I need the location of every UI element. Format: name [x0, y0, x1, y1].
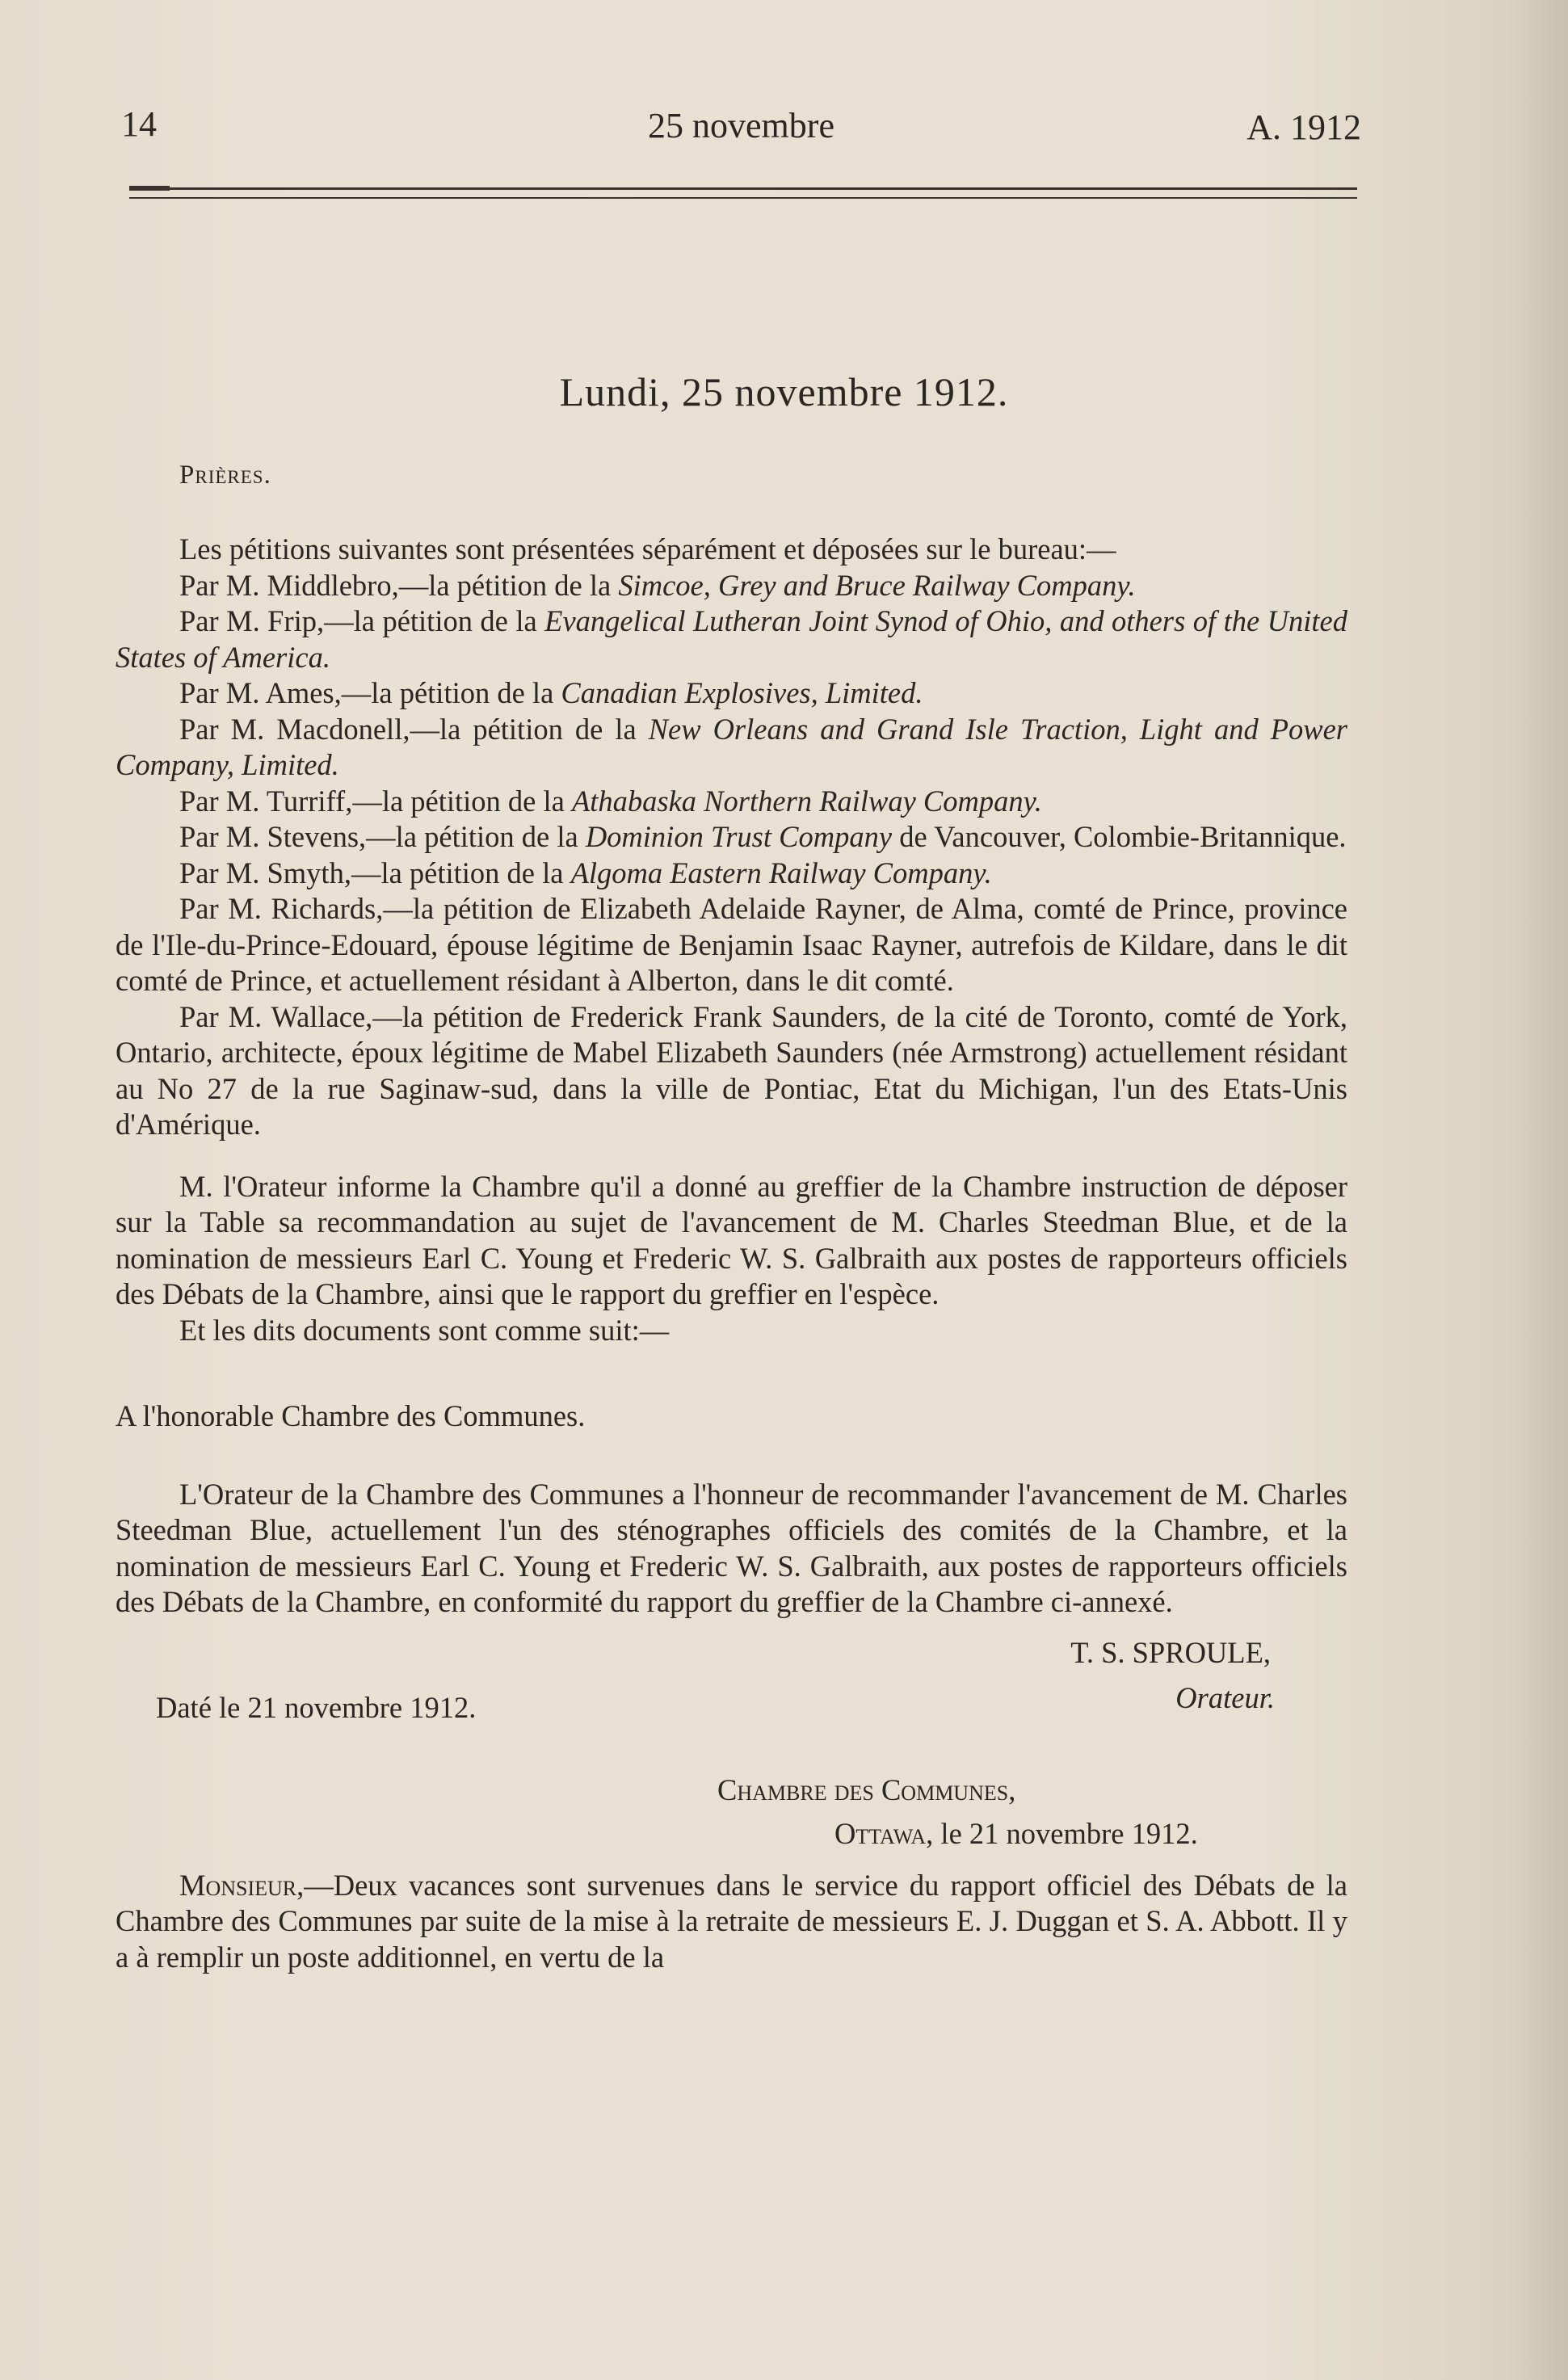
paragraph-petition-smyth — [116, 856, 1347, 892]
document-body — [116, 532, 1347, 1975]
paragraph-orateur-informs: M. l'Orateur informe la Chambre qu'il a donné au greffier de la Chambre instruction de déposer sur la Table sa recommandation au sujet de l'avancement de M. Charles Steedman Blue, et de la nomination de messieurs Earl C. Young et Frederic W. S. Galbraith aux postes de rapporteurs officiels des Débats de la Chambre, ainsi que le rapport du greffier en l'espèce. — [116, 1169, 1347, 1310]
address-line-2 — [834, 1816, 1198, 1852]
address-line-1: Chambre des Communes, — [717, 1772, 1016, 1806]
paragraph-letter-body — [116, 1868, 1347, 1976]
petition-text: Par M. Smyth,—la pétition de la — [179, 856, 571, 889]
paragraph-petition-stevens — [116, 819, 1347, 856]
paragraph-petitions-intro: Les pétitions suivantes sont présentées séparément et déposées sur le bureau:— — [179, 532, 1116, 566]
paragraph-address-chamber: A l'honorable Chambre des Communes. — [116, 1399, 586, 1432]
petition-company: Evangelical Lutheran Joint Synod of Ohio, and others of the United States of America. — [116, 604, 1348, 674]
prayers-heading: Prières. — [179, 460, 271, 490]
address-date: le 21 novembre 1912. — [933, 1816, 1198, 1850]
paragraph-petition-wallace: Par M. Wallace,—la pétition de Frederick Frank Saunders, de la cité de Toronto, comté de York, Ontario, architecte, époux légitime de Mabel Elizabeth Saunders (née Armstrong) actuellement résidant au No 27 de la rue Saginaw-sud, dans la ville de Pontiac, Etat du Michigan, l'un des Etats-Unis d'Amérique. — [116, 999, 1347, 1141]
header-date: 25 novembre — [648, 106, 834, 145]
paragraph-petition-frip — [116, 603, 1347, 675]
petition-text: Par M. Stevens,—la pétition de la — [179, 820, 586, 853]
letter-salutation: Monsieur, — [179, 1868, 305, 1902]
paragraph-petition-ames — [116, 675, 1347, 712]
letter-address — [116, 1772, 1347, 1868]
paragraph-recommendation: L'Orateur de la Chambre des Communes a l'honneur de recommander l'avancement de M. Charles Steedman Blue, actuellement l'un des sténographes officiels des comités de la Chambre, et la nomination de messieurs Earl C. Young et Frederic W. S. Galbraith, aux postes de rapporteurs officiels des Débats de la Chambre, en conformité du rapport du greffier de la Chambre ci-annexé. — [116, 1477, 1347, 1618]
signature-block — [116, 1635, 1347, 1764]
signature-role: Orateur. — [1175, 1680, 1275, 1714]
petition-text: Par M. Turriff,—la pétition de la — [179, 784, 572, 818]
signature-date: Daté le 21 novembre 1912. — [156, 1690, 477, 1724]
address-city: Ottawa, — [834, 1816, 934, 1850]
petition-text: Par M. Middlebro,—la pétition de la — [179, 568, 619, 602]
petition-company: Algoma Eastern Railway Company. — [570, 856, 992, 889]
petition-text-end: de Vancouver, Colombie-Britannique. — [892, 820, 1347, 853]
header-rule-secondary — [129, 197, 1357, 199]
page-header — [121, 103, 1361, 152]
header-year: A. 1912 — [1246, 107, 1361, 147]
paragraph-petition-turriff — [116, 784, 1347, 820]
petition-company: Dominion Trust Company — [585, 820, 893, 853]
petition-text: Par M. Macdonell,—la pétition de la — [179, 712, 649, 746]
petition-company: Canadian Explosives, Limited. — [561, 676, 923, 709]
paragraph-petition-middlebro — [116, 568, 1347, 604]
letter-text: —Deux vacances sont survenues dans le service du rapport officiel des Débats de la Chambre des Communes par suite de la mise à la retraite de messieurs E. J. Duggan et S. A. Abbott. Il y a à remplir un poste additionnel, en vertu de la — [116, 1868, 1347, 1974]
petition-text: Par M. Frip,—la pétition de la — [179, 604, 545, 637]
paragraph-petition-macdonell — [116, 712, 1347, 784]
petition-company: New Orleans and Grand Isle Traction, Light and Power Company, Limited. — [116, 712, 1347, 781]
petition-company: Simcoe, Grey and Bruce Railway Company. — [618, 568, 1136, 602]
page-title: Lundi, 25 novembre 1912. — [559, 369, 1009, 414]
header-rule — [129, 187, 1357, 190]
paragraph-petition-richards: Par M. Richards,—la pétition de Elizabeth Adelaide Rayner, de Alma, comté de Prince, province de l'Ile-du-Prince-Edouard, épouse légitime de Benjamin Isaac Rayner, autrefois de Kildare, dans le dit comté de Prince, et actuellement résidant à Alberton, dans le dit comté. — [116, 892, 1347, 997]
petition-company: Athabaska Northern Railway Company. — [571, 784, 1042, 818]
page-number: 14 — [121, 104, 157, 144]
paragraph-documents-follow: Et les dits documents sont comme suit:— — [179, 1313, 670, 1347]
petition-text: Par M. Ames,—la pétition de la — [179, 676, 561, 709]
signature-name: T. S. SPROULE, — [1070, 1635, 1271, 1669]
